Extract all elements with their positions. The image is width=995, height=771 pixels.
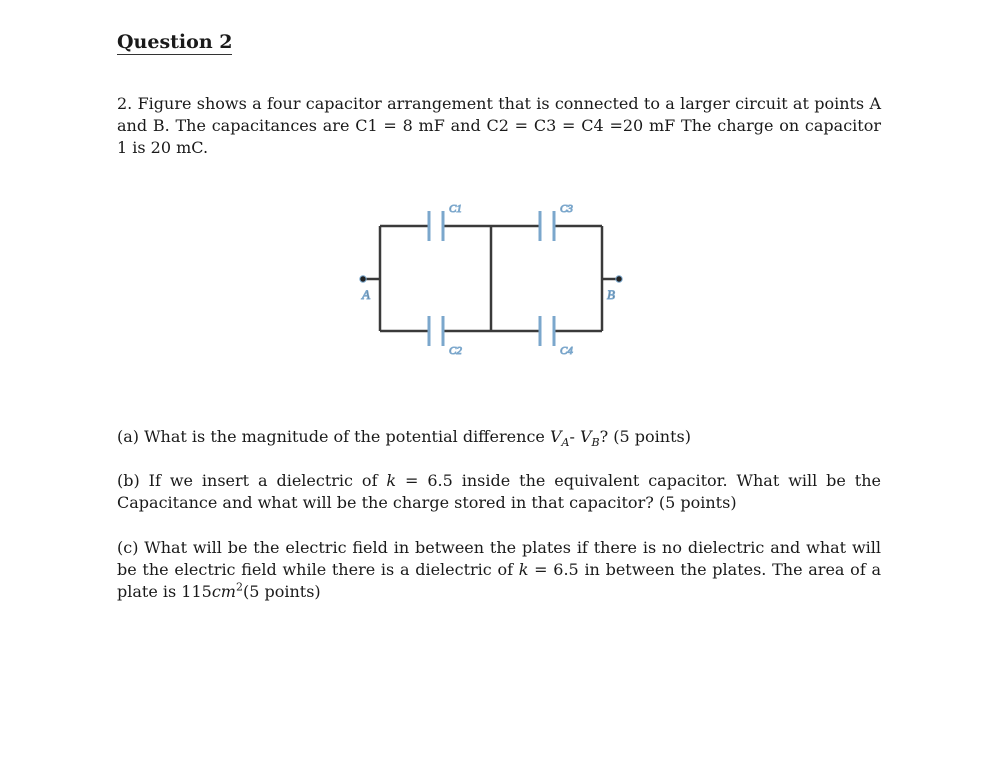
label-c1: C1 bbox=[449, 203, 462, 215]
question-c-mid: = 6.5 in between the plates. The area of a plate is 115 bbox=[117, 560, 881, 601]
problem-statement: 2. Figure shows a four capacitor arrangement that is connected to a larger circuit at points A and B. The capacitances are C1 = 8 mF and C2 = C3 = C4 =20 mF The charge on capacitor 1 is 20 mC. bbox=[117, 94, 881, 157]
question-c-points: (5 points) bbox=[242, 582, 321, 601]
capacitor-c4 bbox=[540, 316, 554, 346]
symbol-k: k bbox=[518, 560, 529, 579]
question-b bbox=[117, 470, 881, 514]
symbol-v-b: V bbox=[579, 427, 592, 446]
symbol-v-a: V bbox=[549, 427, 562, 446]
question-b-rest: = 6.5 inside the equivalent capacitor. What will be the Capacitance and what will be the charge stored in that capacitor? (5 points) bbox=[117, 471, 882, 512]
question-c-text: (c) What will be the electric field in between the plates if there is no dielectric and what will be the electric field while there is a dielectric of bbox=[117, 538, 881, 579]
subscript-b: B bbox=[591, 436, 600, 450]
question-a-points: ? (5 points) bbox=[599, 427, 691, 446]
question-heading: Question 2 bbox=[117, 31, 233, 53]
question-a bbox=[117, 426, 881, 448]
terminal-a-dot bbox=[360, 276, 366, 282]
label-b: B bbox=[607, 287, 615, 302]
terminal-b-dot bbox=[616, 276, 622, 282]
capacitor-c3 bbox=[540, 211, 554, 241]
subscript-a: A bbox=[561, 436, 570, 450]
label-c4: C4 bbox=[560, 345, 573, 357]
minus-sign: - bbox=[569, 427, 580, 446]
area-exponent: 2 bbox=[235, 580, 243, 594]
symbol-k: k bbox=[386, 471, 397, 490]
area-unit: cm bbox=[211, 582, 236, 601]
label-c2: C2 bbox=[449, 345, 462, 357]
capacitor-c1 bbox=[429, 211, 443, 241]
label-a: A bbox=[362, 287, 370, 302]
label-c3: C3 bbox=[560, 203, 573, 215]
capacitor-c2 bbox=[429, 316, 443, 346]
question-c bbox=[117, 537, 881, 603]
capacitor-circuit-figure bbox=[355, 195, 645, 375]
question-b-text: (b) If we insert a dielectric of bbox=[117, 471, 387, 490]
question-a-text: (a) What is the magnitude of the potential difference bbox=[117, 427, 550, 446]
circuit-wires bbox=[363, 226, 619, 331]
